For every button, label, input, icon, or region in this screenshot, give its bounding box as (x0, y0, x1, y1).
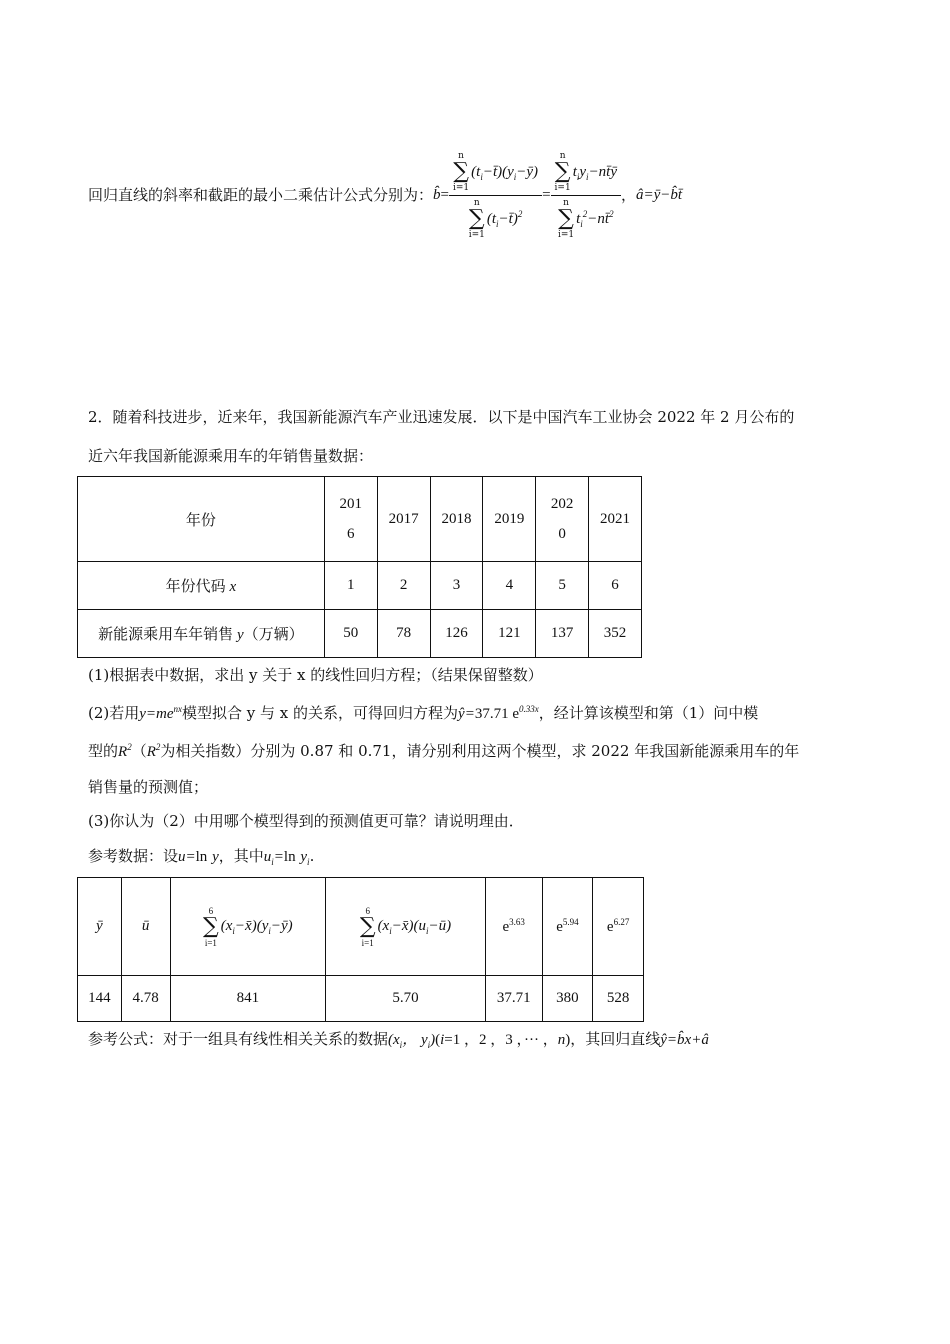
code-cell: 2 (377, 562, 430, 610)
table-row (78, 878, 644, 976)
header-exp-2: $e^{5.94}$ (542, 878, 593, 976)
year-cell: 2017 (377, 477, 430, 562)
year-cell: 2019 (483, 477, 536, 562)
formula-intro: 回归直线的斜率和截距的最小二乘估计公式分别为： (88, 186, 434, 204)
b-fraction-2: n ∑ i=1 $t_iy_i-nt̄ȳ$ n ∑ i=1 $t_i^2-nt̄^2$ (551, 151, 621, 240)
year-label: 年份 (78, 477, 325, 562)
b-hat: b̂ (433, 187, 441, 203)
header-exp-3: $e^{6.27}$ (593, 878, 644, 976)
code-label: 年份代码 x (78, 562, 325, 610)
value-cell: 380 (542, 976, 593, 1022)
sales-label: 新能源乘用车年销售 y（万辆） (78, 610, 325, 658)
sub-question-2-line1: (2)若用$y=me^{nx}$模型拟合 y 与 x 的关系，可得回归方程为ŷ=37.71 $e^{0.33x}$，经计算该模型和第（1）问中模 (88, 704, 759, 722)
code-cell: 6 (589, 562, 642, 610)
q2-line2: 近六年我国新能源乘用车的年销售量数据： (88, 447, 374, 465)
sub-question-1: (1)根据表中数据，求出 y 关于 x 的线性回归方程；（结果保留整数） (88, 666, 543, 684)
sales-cell: 137 (536, 610, 589, 658)
q2-line1: 2．随着科技进步，近来年，我国新能源汽车产业迅速发展．以下是中国汽车工业协会 2022 年 2 月公布的 (88, 408, 795, 426)
sales-cell: 50 (324, 610, 377, 658)
sales-table (77, 476, 642, 658)
sales-cell: 352 (589, 610, 642, 658)
sub-question-2-line3: 销售量的预测值； (88, 778, 209, 796)
sub-question-3: (3)你认为（2）中用哪个模型得到的预测值更可靠？请说明理由． (88, 812, 524, 830)
year-cell: 201 6 (324, 477, 377, 562)
value-cell: 144 (78, 976, 122, 1022)
sales-cell: 78 (377, 610, 430, 658)
code-cell: 4 (483, 562, 536, 610)
header-sum-xu: 6 ∑ i=1 $(x_i-x̄)(u_i-ū)$ (326, 878, 486, 976)
reference-data: 参考数据：设u=ln y，其中$u_i=\ln$ $y_i$. (88, 847, 315, 867)
table-row (78, 976, 644, 1022)
reference-table (77, 877, 644, 1022)
code-cell: 1 (324, 562, 377, 610)
value-cell: 4.78 (121, 976, 170, 1022)
formula-block: 回归直线的斜率和截距的最小二乘估计公式分别为： b̂ = n ∑ i=1 $(t_i-t̄)(y_i-ȳ)$ n ∑ i=1 $(t_i-t̄)^2$ = n ∑ i=1 $t_iy_i-nt̄ȳ$ n ∑ i=1 $t_i^2-nt̄^2$ ， â=ȳ−b̂t̄ (88, 150, 683, 240)
b-fraction-1: n ∑ i=1 $(t_i-t̄)(y_i-ȳ)$ n ∑ i=1 $(t_i-t̄)^2$ (449, 151, 542, 240)
table-row (78, 562, 642, 610)
sales-cell: 126 (430, 610, 483, 658)
sub-question-2-line2: 型的$R^2(R^2$为相关指数）分别为 0.87 和 0.71，请分别利用这两个模型，求 2022 年我国新能源乘用车的年 (88, 742, 800, 760)
reference-formula: 参考公式：对于一组具有线性相关关系的数据($x_i$， $y_i)(i=1$ ，2 ，3 ，··· ，n)，其回归直线ŷ=b̂x+â (88, 1030, 709, 1050)
year-cell: 2021 (589, 477, 642, 562)
code-cell: 3 (430, 562, 483, 610)
table-row (78, 477, 642, 562)
a-hat-formula: â=ȳ−b̂t̄ (636, 187, 683, 203)
sales-cell: 121 (483, 610, 536, 658)
table-row (78, 610, 642, 658)
code-cell: 5 (536, 562, 589, 610)
header-exp-1: $e^{3.63}$ (485, 878, 542, 976)
value-cell: 5.70 (326, 976, 486, 1022)
header-u-bar: ū (121, 878, 170, 976)
year-cell: 2018 (430, 477, 483, 562)
value-cell: 841 (170, 976, 326, 1022)
header-y-bar: ȳ (78, 878, 122, 976)
value-cell: 37.71 (485, 976, 542, 1022)
year-cell: 202 0 (536, 477, 589, 562)
header-sum-xy: 6 ∑ i=1 $(x_i-x̄)(y_i-ȳ)$ (170, 878, 326, 976)
value-cell: 528 (593, 976, 644, 1022)
